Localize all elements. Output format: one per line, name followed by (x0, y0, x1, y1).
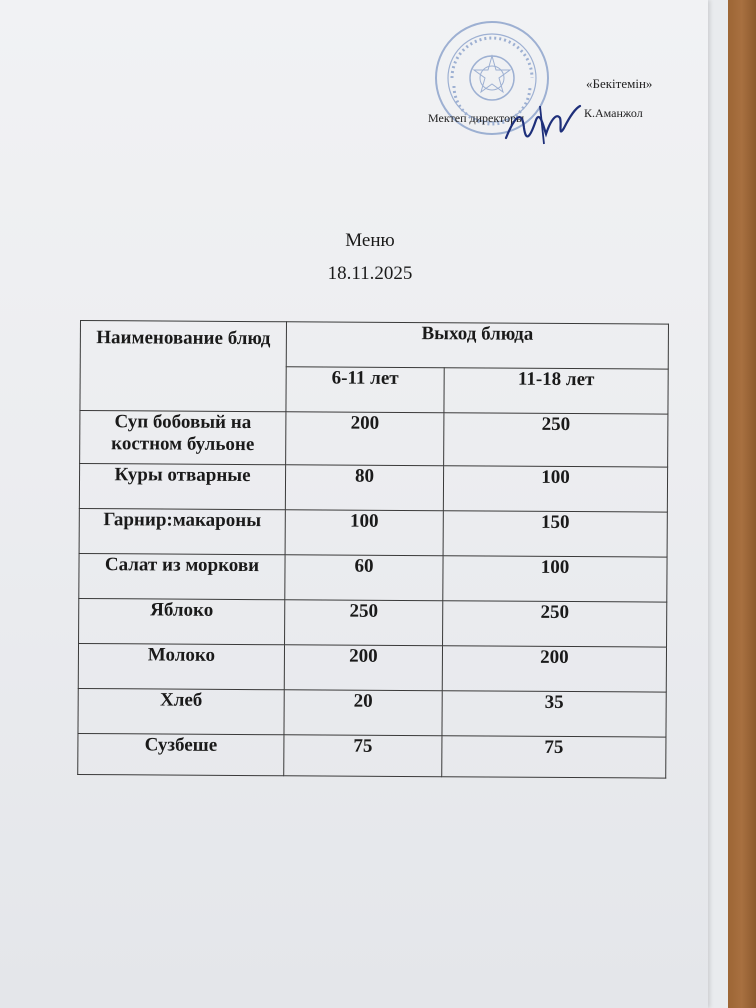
dish-name: Гарнир:макароны (79, 508, 285, 554)
portion-6-11: 100 (285, 510, 443, 556)
portion-6-11: 20 (284, 690, 442, 736)
dish-name: Куры отварные (79, 464, 285, 510)
table-row (78, 733, 666, 778)
table-row (79, 464, 667, 513)
portion-6-11: 75 (284, 735, 442, 777)
dish-name: Яблоко (79, 598, 285, 644)
menu-date: 18.11.2025 (327, 263, 413, 284)
portion-11-18: 250 (443, 601, 667, 647)
approval-block (420, 10, 680, 160)
table-row (78, 688, 666, 737)
dish-name: Суп бобовый на костном бульоне (80, 411, 286, 465)
menu-title: Меню (345, 230, 395, 251)
portion-11-18: 100 (443, 556, 667, 602)
table-row (79, 598, 667, 647)
header-age-6-11: 6-11 лет (286, 367, 444, 413)
table-header-row (80, 321, 668, 370)
portion-11-18: 35 (442, 691, 666, 737)
dish-name: Молоко (78, 643, 284, 689)
header-dish-name: Наименование блюд (80, 321, 287, 412)
header-age-11-18: 11-18 лет (444, 368, 668, 414)
table-row (78, 643, 666, 692)
dish-name: Салат из моркови (79, 553, 285, 599)
director-name: К.Аманжол (584, 106, 643, 120)
dish-name: Хлеб (78, 688, 284, 734)
portion-6-11: 80 (285, 465, 443, 511)
portion-6-11: 250 (285, 600, 443, 646)
menu-table (77, 320, 669, 779)
table-row (79, 508, 667, 557)
portion-6-11: 200 (286, 412, 444, 466)
director-position: Мектеп директоры (428, 111, 525, 125)
portion-6-11: 200 (284, 645, 442, 691)
portion-6-11: 60 (285, 555, 443, 601)
portion-11-18: 250 (444, 413, 668, 467)
table-row (79, 553, 667, 602)
table-row (80, 411, 668, 468)
approval-heading: «Бекітемін» (586, 76, 653, 91)
portion-11-18: 75 (442, 736, 666, 778)
dish-name: Сузбеше (78, 733, 284, 775)
signature-icon (500, 98, 584, 150)
portion-11-18: 200 (442, 646, 666, 692)
portion-11-18: 100 (443, 466, 667, 512)
portion-11-18: 150 (443, 511, 667, 557)
header-output: Выход блюда (286, 322, 668, 369)
